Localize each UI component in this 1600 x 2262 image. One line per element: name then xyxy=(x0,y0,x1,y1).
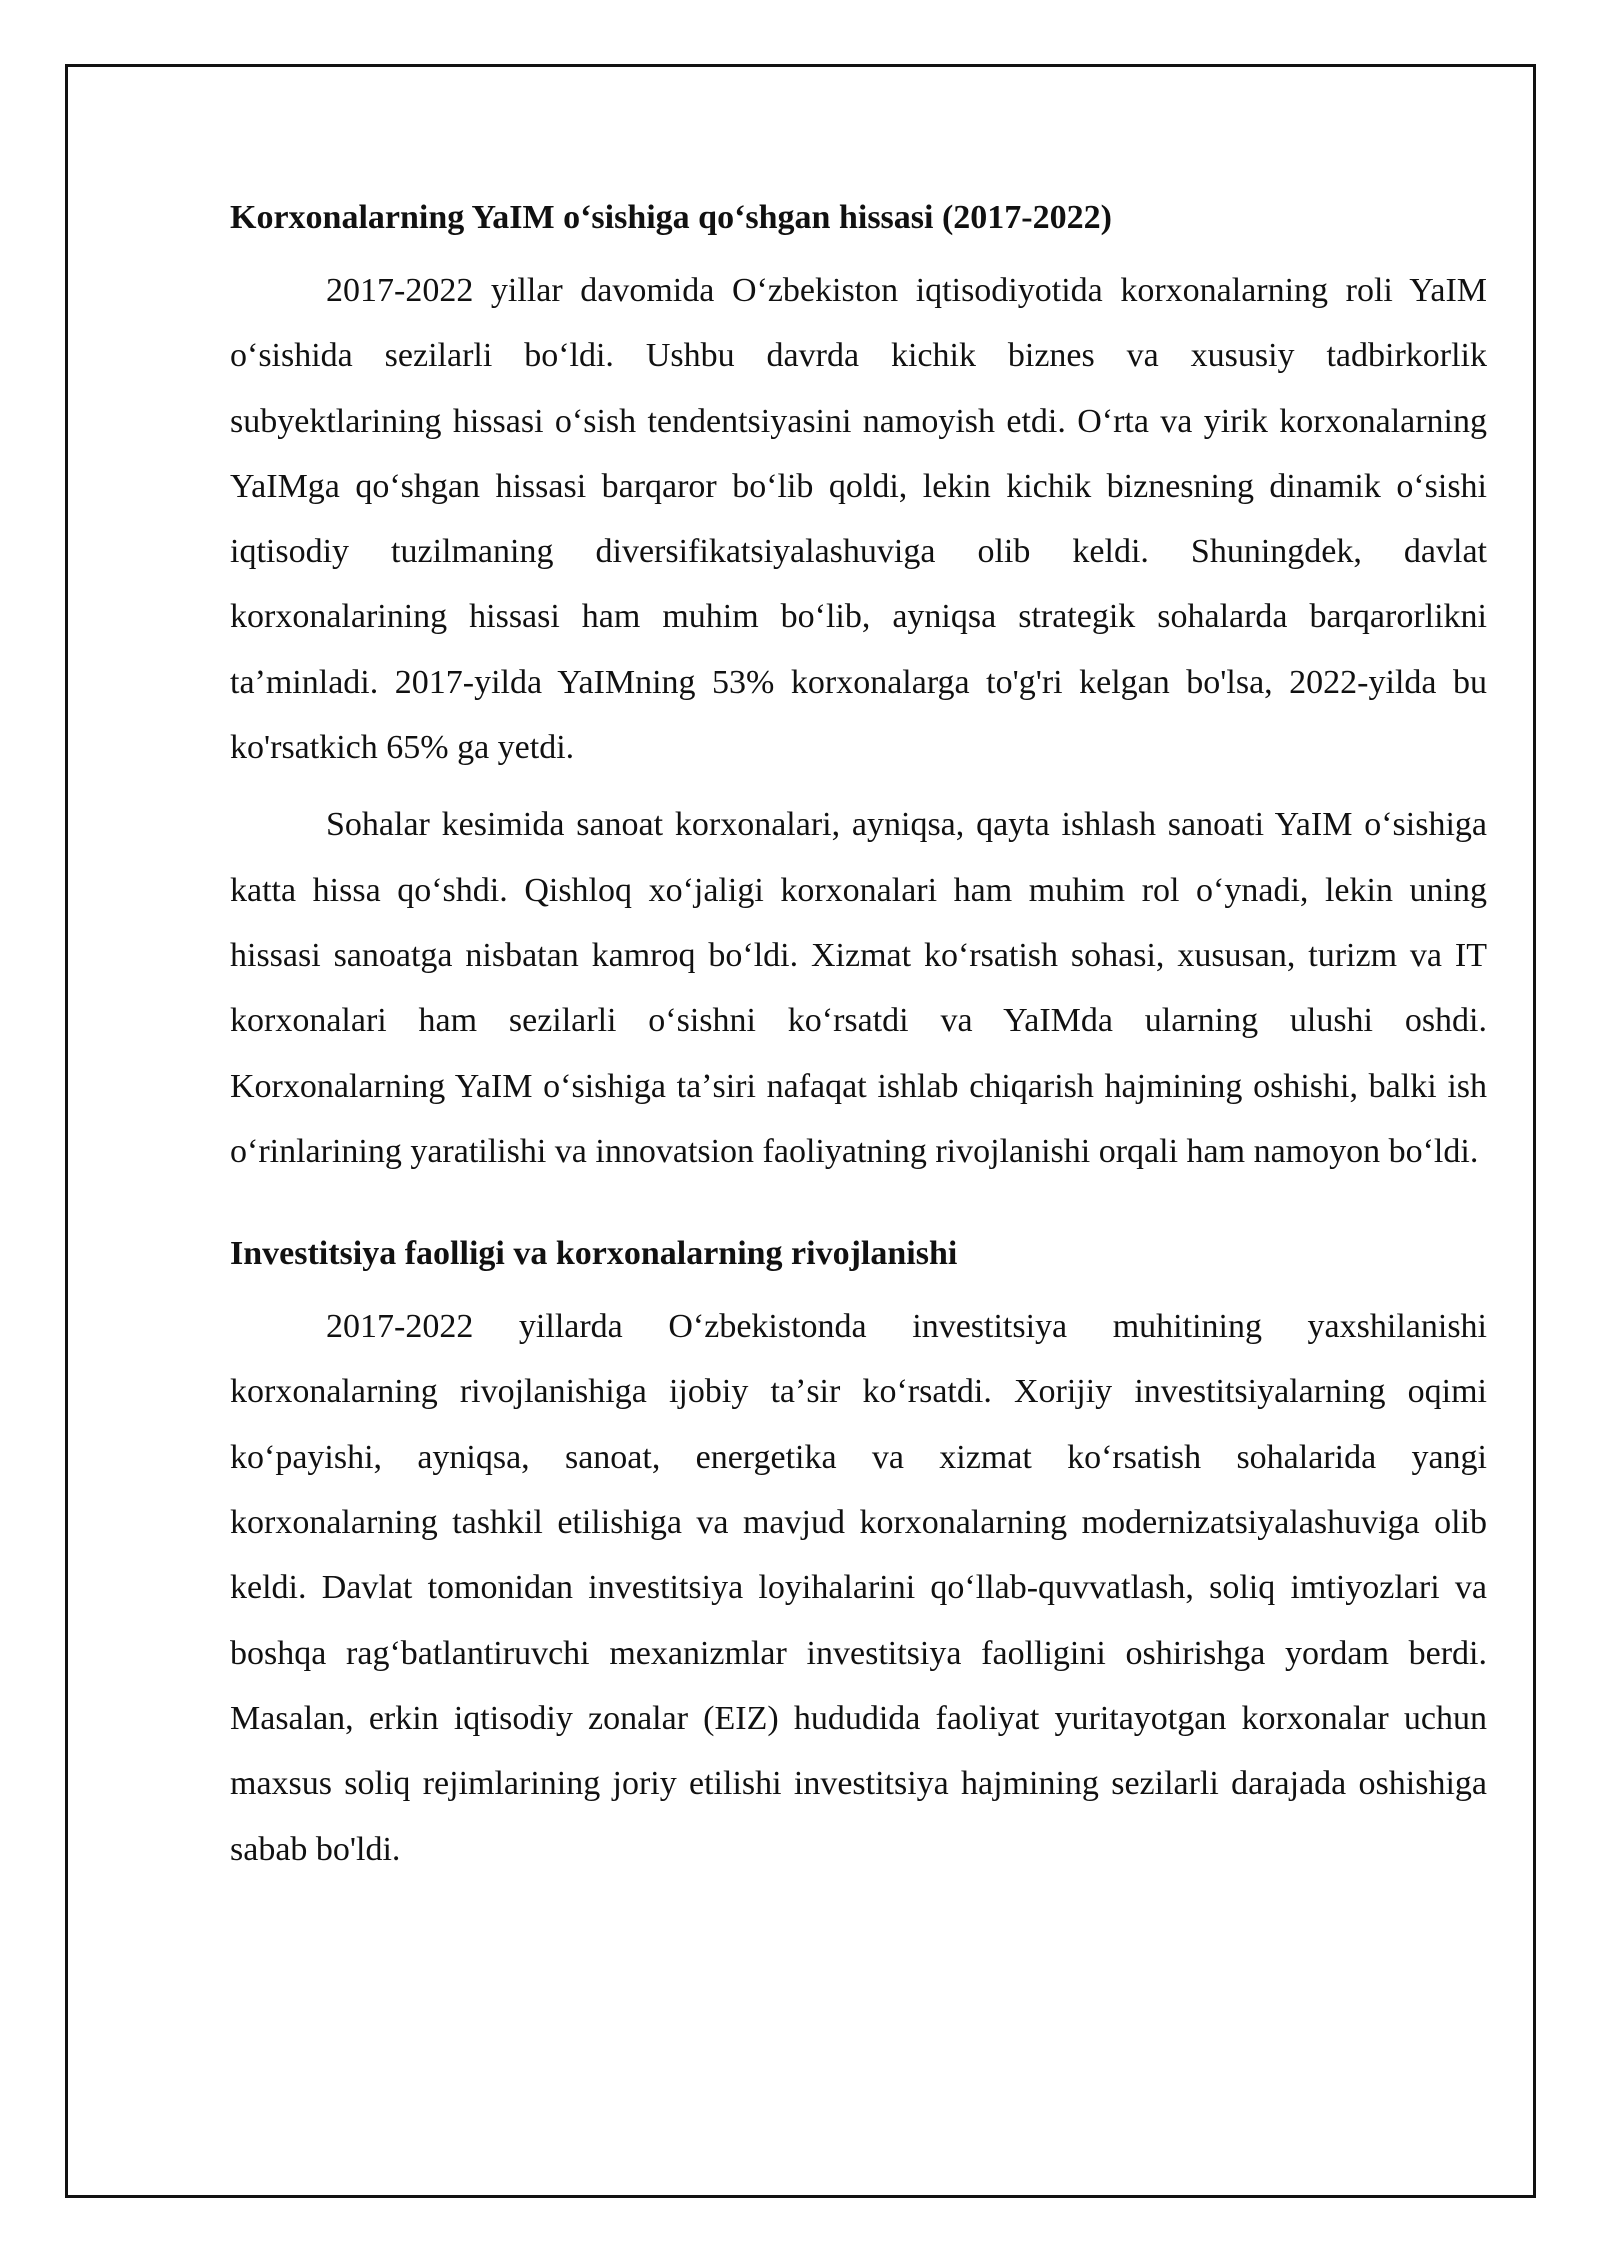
document-body xyxy=(230,198,1487,1894)
section-heading-gdp-contribution: Korxonalarning YaIM oʻsishiga qoʻshgan hissasi (2017-2022) xyxy=(230,199,1112,236)
paragraph-gdp-sectors: Sohalar kesimida sanoat korxonalari, ayniqsa, qayta ishlash sanoati YaIM oʻsishiga katta hissa qoʻshdi. Qishloq xoʻjaligi korxonalari ham muhim rol oʻynadi, lekin uning hissasi sanoatga nisbatan kamroq boʻldi. Xizmat koʻrsatish sohasi, xususan, turizm va IT korxonalari ham sezilarli oʻsishni koʻrsatdi va YaIMda ularning ulushi oshdi. Korxonalarning YaIM oʻsishiga taʼsiri nafaqat ishlab chiqarish hajmining oshishi, balki ish oʻrinlarining yaratilishi va innovatsion faoliyatning rivojlanishi orqali ham namoyon boʻldi. xyxy=(230,806,1487,1170)
paragraph-investment-climate: 2017-2022 yillarda Oʻzbekistonda investitsiya muhitining yaxshilanishi korxonalarning rivojlanishiga ijobiy taʼsir koʻrsatdi. Xorijiy investitsiyalarning oqimi koʻpayishi, ayniqsa, sanoat, energetika va xizmat koʻrsatish sohalarida yangi korxonalarning tashkil etilishiga va mavjud korxonalarning modernizatsiyalashuviga olib keldi. Davlat tomonidan investitsiya loyihalarini qoʻllab-quvvatlash, soliq imtiyozlari va boshqa ragʻbatlantiruvchi mexanizmlar investitsiya faolligini oshirishga yordam berdi. Masalan, erkin iqtisodiy zonalar (EIZ) hududida faoliyat yuritayotgan korxonalar uchun maxsus soliq rejimlarining joriy etilishi investitsiya hajmining sezilarli darajada oshishiga sabab bo'ldi. xyxy=(230,1308,1487,1868)
section-heading-investment-activity: Investitsiya faolligi va korxonalarning rivojlanishi xyxy=(230,1235,958,1273)
paragraph-gdp-enterprises-role: 2017-2022 yillar davomida Oʻzbekiston iqtisodiyotida korxonalarning roli YaIM oʻsishida sezilarli boʻldi. Ushbu davrda kichik biznes va xususiy tadbirkorlik subyektlarining hissasi oʻsish tendentsiyasini namoyish etdi. Oʻrta va yirik korxonalarning YaIMga qoʻshgan hissasi barqaror boʻlib qoldi, lekin kichik biznesning dinamik oʻsishi iqtisodiy tuzilmaning diversifikatsiyalashuviga olib keldi. Shuningdek, davlat korxonalarining hissasi ham muhim boʻlib, ayniqsa strategik sohalarda barqarorlikni taʼminladi. 2017-yilda YaIMning 53% korxonalarga to'g'ri kelgan bo'lsa, 2022-yilda bu ko'rsatkich 65% ga yetdi. xyxy=(230,272,1487,767)
